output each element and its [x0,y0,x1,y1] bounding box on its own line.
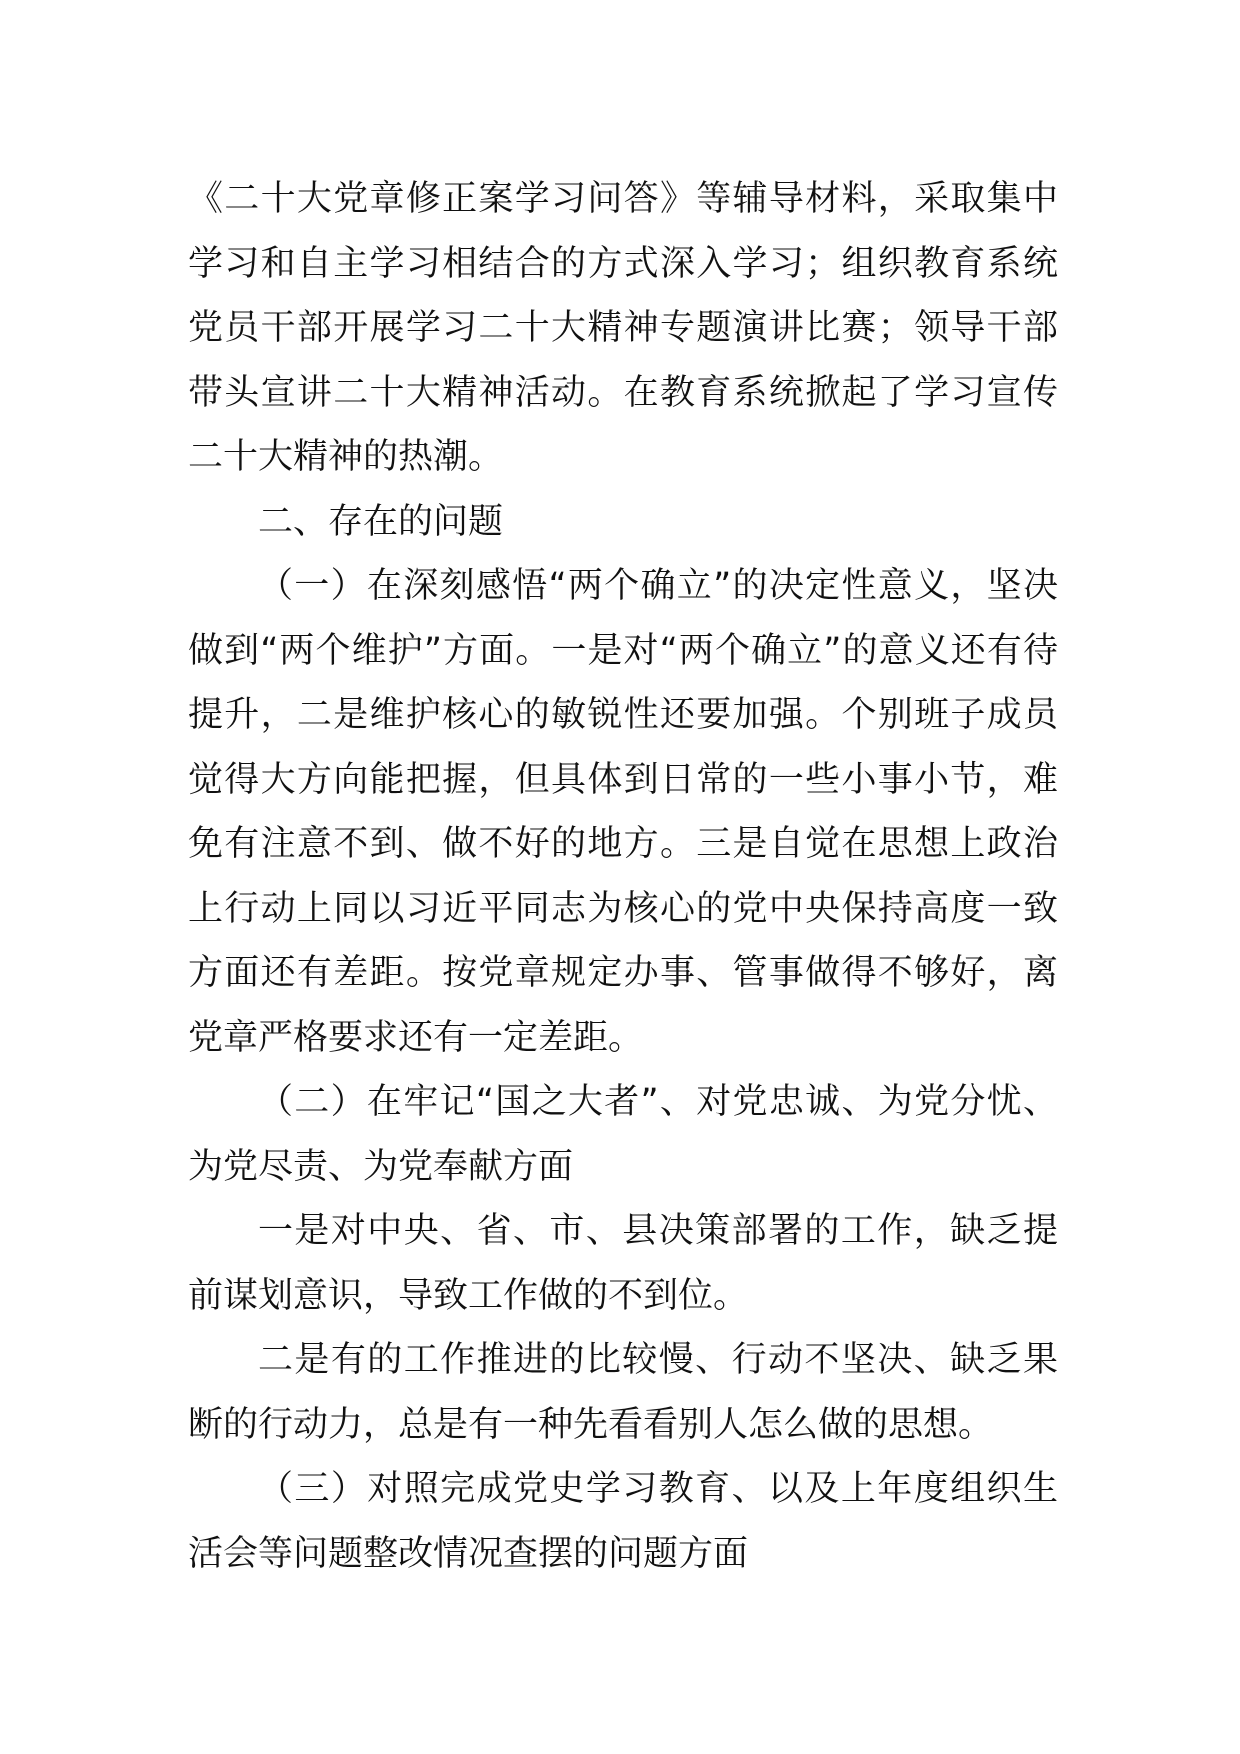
paragraph-item-one: （一）在深刻感悟“两个确立”的决定性意义，坚决做到“两个维护”方面。一是对“两个确立”的意义还有待提升，二是维护核心的敏锐性还要加强。个别班子成员觉得大方向能把握，但具体到日常的一些小事小节，难免有注意不到、做不好的地方。三是自觉在思想上政治上行动上同以习近平同志为核心的党中央保持高度一致方面还有差距。按党章规定办事、管事做得不够好，离党章严格要求还有一定差距。 [188,566,1058,1058]
paragraph-item-two-heading: （二）在牢记“国之大者”、对党忠诚、为党分忧、为党尽责、为党奉献方面 [188,1082,1058,1187]
paragraph-intro-continuation: 《二十大党章修正案学习问答》等辅导材料，采取集中学习和自主学习相结合的方式深入学习；组织教育系统党员干部开展学习二十大精神专题演讲比赛；领导干部带头宣讲二十大精神活动。在教育系统掀起了学习宣传二十大精神的热潮。 [188,179,1058,477]
paragraph-item-two-point-two: 二是有的工作推进的比较慢、行动不坚决、缺乏果断的行动力，总是有一种先看看别人怎么做的思想。 [188,1340,1058,1445]
paragraph-item-three-heading: （三）对照完成党史学习教育、以及上年度组织生活会等问题整改情况查摆的问题方面 [188,1469,1058,1574]
section-heading-problems: 二、存在的问题 [258,501,504,542]
paragraph-item-two-point-one: 一是对中央、省、市、县决策部署的工作，缺乏提前谋划意识，导致工作做的不到位。 [188,1211,1058,1316]
document-body [188,167,1058,1586]
